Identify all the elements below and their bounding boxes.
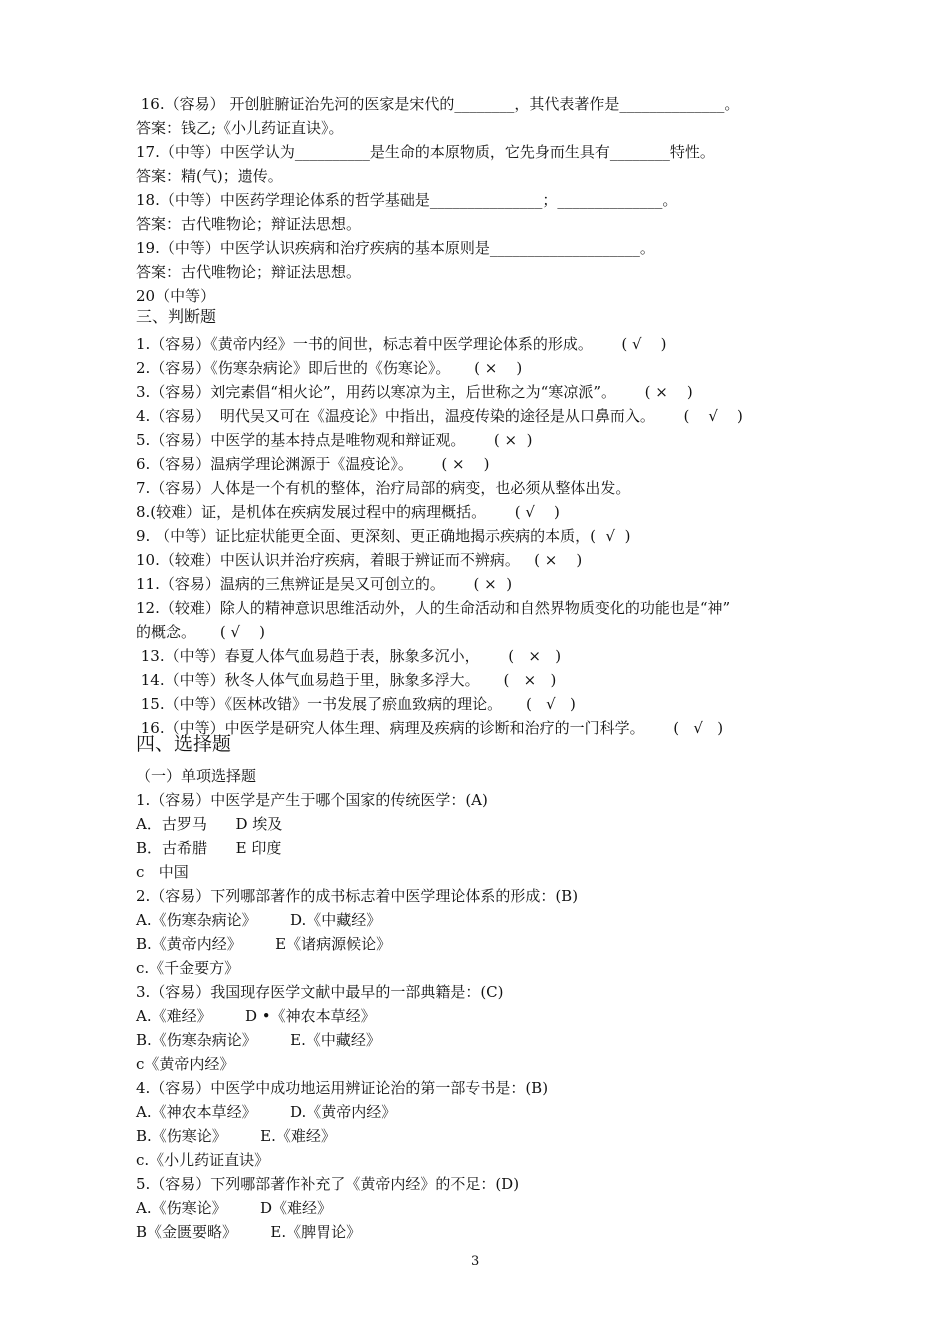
- text-line: 6.（容易）温病学理论渊源于《温疫论》。 ( × ): [136, 455, 490, 473]
- text-line: 14.（中等）秋冬人体气血易趋于里，脉象多浮大。 ( × ): [136, 671, 557, 689]
- text-line: 11.（容易）温病的三焦辨证是吴又可创立的。 ( × ): [136, 575, 513, 593]
- option-line: B.《伤寒论》 E.《难经》: [136, 1127, 336, 1145]
- text-line: 答案：古代唯物论；辩证法思想。: [136, 215, 362, 233]
- text-line: 16.（中等）中医学是研究人体生理、病理及疾病的诊断和治疗的一门科学。 ( √ ): [136, 719, 724, 737]
- text-line: 17.（中等）中医学认为__________是生命的本原物质，它先身而生具有________特性。: [136, 143, 715, 161]
- text-line: 3.（容易）刘完素倡“相火论”，用药以寒凉为主，后世称之为“寒凉派”。 ( × ): [136, 383, 693, 401]
- option-line: B《金匮要略》 E.《脾胃论》: [136, 1223, 362, 1241]
- section-heading: 三、判断题: [136, 307, 217, 326]
- option-line: c.《小儿药证直诀》: [136, 1151, 270, 1169]
- option-line: A.《难经》 D •《神农本草经》: [136, 1007, 376, 1025]
- option-line: B.《伤寒杂病论》 E.《中藏经》: [136, 1031, 381, 1049]
- text-line: 9. （中等）证比症状能更全面、更深刻、更正确地揭示疾病的本质，( √ ): [136, 527, 631, 545]
- subsection-heading: （一）单项选择题: [136, 767, 257, 785]
- option-line: A．古罗马 D 埃及: [136, 815, 283, 833]
- text-line: 2.（容易）《伤寒杂病论》即后世的《伤寒论》。 ( × ): [136, 359, 523, 377]
- text-line: 答案：古代唯物论；辩证法思想。: [136, 263, 362, 281]
- text-line: 8.(较难）证，是机体在疾病发展过程中的病理概括。 ( √ ): [136, 503, 560, 521]
- text-line: 1.（容易）《黄帝内经》一书的间世，标志着中医学理论体系的形成。 ( √ ): [136, 335, 667, 353]
- option-line: A.《伤寒杂病论》 D.《中藏经》: [136, 911, 382, 929]
- text-line: 13.（中等）春夏人体气血易趋于表，脉象多沉小， ( × ): [136, 647, 562, 665]
- text-line: 16.（容易） 开创脏腑证治先河的医家是宋代的________，其代表著作是______________。: [136, 95, 740, 113]
- option-line: B．古希腊 E 印度: [136, 839, 282, 857]
- text-line: 15.（中等）《医林改错》一书发展了瘀血致病的理论。 ( √ ): [136, 695, 576, 713]
- question: 3.（容易）我国现存医学文献中最早的一部典籍是：(C): [136, 983, 504, 1001]
- text-line: 12.（较难）除人的精神意识思维活动外，人的生命活动和自然界物质变化的功能也是“神”: [136, 599, 731, 617]
- text-line: 的概念。 ( √ ): [136, 623, 265, 641]
- text-line: 答案：精(气)；遗传。: [136, 167, 283, 185]
- text-line: 答案：钱乙;《小儿药证直诀》。: [136, 119, 344, 137]
- option-line: c 中国: [136, 863, 189, 881]
- option-line: c.《千金要方》: [136, 959, 240, 977]
- text-line: 10.（较难）中医认识并治疗疾病，着眼于辨证而不辨病。 ( × ): [136, 551, 583, 569]
- section-heading: 四、选择题: [136, 733, 232, 755]
- page-number: 3: [471, 1254, 480, 1269]
- option-line: A.《神农本草经》 D.《黄帝内经》: [136, 1103, 397, 1121]
- text-line: 19.（中等）中医学认识疾病和治疗疾病的基本原则是____________________。: [136, 239, 655, 257]
- question: 4.（容易）中医学中成功地运用辨证论治的第一部专书是：(B): [136, 1079, 549, 1097]
- question: 2.（容易）下列哪部著作的成书标志着中医学理论体系的形成：(B): [136, 887, 579, 905]
- text-line: 18.（中等）中医药学理论体系的哲学基础是_______________；______________。: [136, 191, 678, 209]
- question: 1.（容易）中医学是产生于哪个国家的传统医学：(A): [136, 791, 488, 809]
- option-line: c《黄帝内经》: [136, 1055, 235, 1073]
- question: 5.（容易）下列哪部著作补充了《黄帝内经》的不足：(D): [136, 1175, 520, 1193]
- text-line: 5.（容易）中医学的基本持点是唯物观和辩证观。 ( × ): [136, 431, 533, 449]
- option-line: A.《伤寒论》 D《难经》: [136, 1199, 333, 1217]
- option-line: B.《黄帝内经》 E《诸病源候论》: [136, 935, 392, 953]
- text-line: 4.（容易） 明代吴又可在《温疫论》中指出，温疫传染的途径是从口鼻而入。 ( √ ): [136, 407, 743, 425]
- text-line: 7.（容易）人体是一个有机的整体，治疗局部的病变，也必须从整体出发。: [136, 479, 631, 497]
- text-line: 20（中等）: [136, 287, 216, 305]
